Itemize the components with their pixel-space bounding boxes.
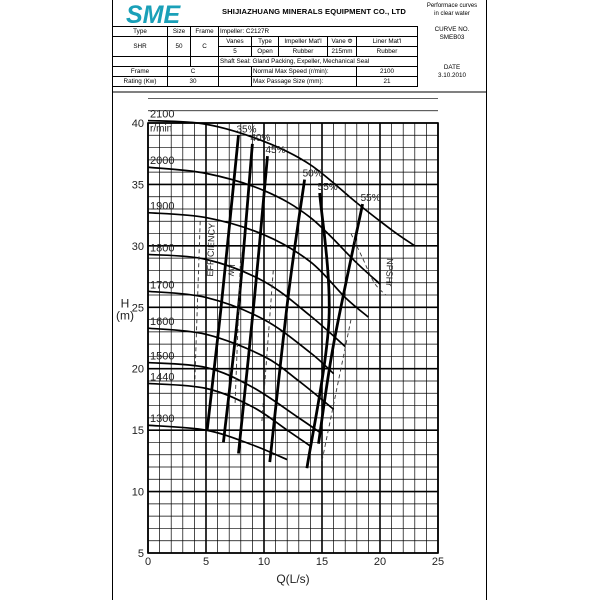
vane-diameter-label: Vane Φ [328, 37, 357, 47]
y-tick-label: 5 [137, 548, 144, 560]
y-tick-label: 30 [131, 240, 144, 253]
date-value: 3.10.2010 [437, 72, 466, 79]
chart-labels [116, 109, 444, 586]
speed-label-1500: 1500 [150, 350, 175, 363]
npshr-label: NPSHr [383, 258, 395, 287]
vane-diameter-value: 215mm [328, 47, 357, 57]
efficiency-curve-45% [238, 156, 267, 453]
impeller-spec: Impeller: C2127R [219, 27, 418, 37]
rating-value: 30 [168, 77, 219, 87]
date-label: DATE [443, 64, 461, 71]
vanes-label: Vanes [219, 37, 252, 47]
liner-material-label: Liner Mat'l [357, 37, 418, 47]
company-name: SHIJIAZHUANG MINERALS EQUIPMENT CO., LTD [222, 7, 407, 16]
frame2-value: C [168, 67, 219, 77]
speed-label-1900: 1900 [150, 200, 175, 213]
shaft-seal: Shaft Seal: Gland Packing, Expeller, Mechanical Seal [219, 57, 418, 67]
perf-note-line-1: Performace curves [426, 3, 478, 9]
efficiency-label-50%: 50% [302, 168, 323, 180]
vanes-value: 5 [219, 47, 252, 57]
efficiency-label-35%: 35% [236, 124, 257, 136]
efficiency-label-40%: 40% [250, 132, 271, 144]
x-tick-label: 0 [144, 556, 152, 568]
max-speed-value: 2100 [357, 67, 418, 77]
impeller-type-label: Type [252, 37, 279, 47]
type-value: SHR [113, 37, 168, 57]
speed-curve-1800 [148, 254, 345, 346]
y-tick-label: 10 [131, 486, 144, 499]
speed-label-1700: 1700 [150, 279, 175, 292]
max-passage-value: 21 [357, 77, 418, 87]
y-tick-label: 15 [131, 425, 144, 438]
curve-label: CURVE NO. [434, 26, 470, 33]
x-axis-label: Q(L/s) [276, 572, 310, 586]
speed-label-2000: 2000 [150, 155, 175, 168]
chart-curves [148, 121, 415, 469]
liner-material-value: Rubber [357, 47, 418, 57]
x-tick-label: 10 [257, 556, 271, 568]
y-tick-label: 20 [131, 363, 144, 376]
chart-grid [148, 98, 438, 553]
y-tick-label: 35 [131, 179, 144, 192]
frame-label: Frame [191, 27, 219, 37]
y-axis-label: H [120, 296, 130, 311]
perf-note-line-2: in clear water [434, 11, 470, 17]
efficiency-curve-40% [223, 144, 252, 443]
plot-frame [148, 123, 438, 553]
x-tick-label: 15 [315, 556, 329, 568]
rating-label: Rating (Kw) [113, 77, 168, 87]
impeller-type-value: Open [252, 47, 279, 57]
speed-label-1600: 1600 [150, 316, 175, 329]
speed-label-2100: 2100 [150, 108, 175, 121]
speed-label-1800: 1800 [150, 242, 175, 255]
frame2-label: Frame [113, 67, 168, 77]
speed-curve-2100 [148, 121, 415, 246]
max-passage-label: Max Passage Size (mm): [252, 77, 357, 87]
x-tick-label: 20 [373, 556, 387, 568]
x-tick-label: 25 [431, 556, 445, 568]
speed-label-1440: 1440 [150, 371, 175, 384]
x-tick-label: 5 [202, 556, 210, 568]
size-value: 50 [168, 37, 191, 57]
impeller-material-label: Impeller Mat'l [279, 37, 328, 47]
speed-unit-label: r/min [150, 123, 173, 135]
efficiency-axis-label: EFFICIENCY [204, 222, 217, 277]
efficiency-label-55%: 55% [317, 182, 338, 194]
y-tick-label: 25 [131, 302, 144, 315]
y-axis-label: (m) [116, 308, 134, 323]
curve-number: SMEB03 [439, 34, 465, 41]
efficiency-label-55%: 55% [360, 193, 381, 205]
type-label: Type [113, 27, 168, 37]
size-label: Size [168, 27, 191, 37]
frame-value: C [191, 37, 219, 57]
impeller-material-value: Rubber [279, 47, 328, 57]
power-label: kW [226, 264, 237, 277]
y-tick-label: 40 [131, 118, 144, 130]
max-speed-label: Normal Max Speed (r/min): [252, 67, 357, 77]
logo-text: SME [126, 2, 181, 26]
speed-label-1300: 1300 [150, 413, 175, 426]
efficiency-label-45%: 45% [265, 145, 286, 157]
